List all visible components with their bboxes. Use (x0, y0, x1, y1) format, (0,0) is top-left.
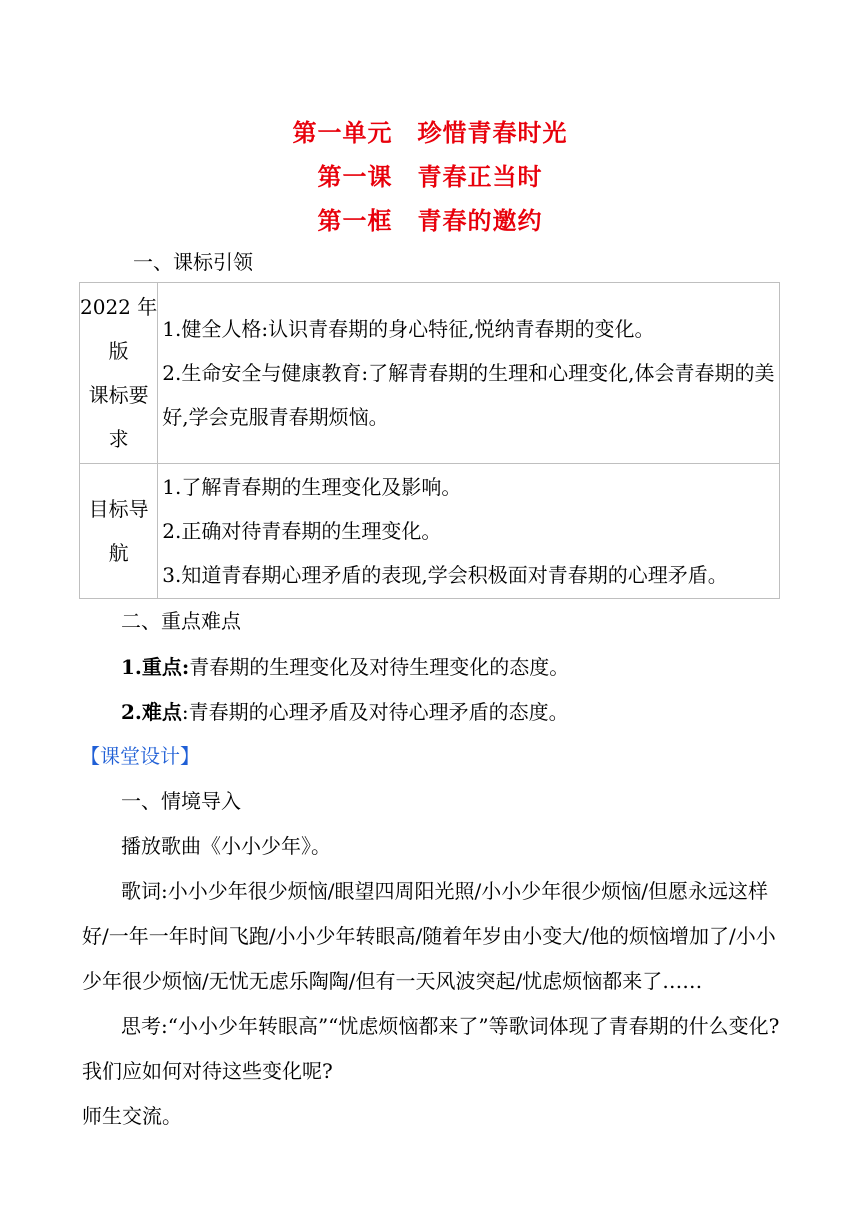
unit-title: 第一单元 珍惜青春时光 (292, 119, 568, 147)
keypoint-text: 青春期的生理变化及对待生理变化的态度。 (189, 655, 570, 679)
lyrics-line: 好/一年一年时间飞跑/小小少年转眼高/随着年岁由小变大/他的烦恼增加了/小小 (82, 924, 776, 948)
table-row (80, 464, 780, 599)
class-design-header: 【课堂设计】 (80, 744, 200, 768)
list-item: 1.了解青春期的生理变化及影响。 (162, 475, 462, 499)
lyrics-line: 少年很少烦恼/无忧无虑乐陶陶/但有一天风波突起/忧虑烦恼都来了…… (82, 969, 703, 993)
row-content-goals (158, 464, 780, 599)
label-line: 课标要 (88, 383, 149, 407)
list-item: 3.知道青春期心理矛盾的表现,学会积极面对青春期的心理矛盾。 (162, 563, 728, 587)
label-line: 版 (108, 339, 129, 363)
list-item: 好,学会克服青春期烦恼。 (162, 405, 389, 429)
frame-title: 第一框 青春的邀约 (317, 207, 543, 235)
row-label-goals (80, 464, 158, 599)
list-item: 2.生命安全与健康教育:了解青春期的生理和心理变化,体会青春期的美 (162, 361, 775, 385)
table-row (80, 283, 780, 464)
keypoint-line (121, 653, 569, 681)
play-song-text: 播放歌曲《小小少年》。 (121, 834, 331, 858)
exchange-text: 师生交流。 (82, 1104, 182, 1128)
label-line: 航 (108, 541, 129, 565)
section-heading-keypoints: 二、重点难点 (121, 609, 241, 633)
section-heading-curriculum: 一、课标引领 (133, 250, 253, 274)
list-item: 1.健全人格:认识青春期的身心特征,悦纳青春期的变化。 (162, 317, 655, 341)
label-line: 求 (108, 427, 129, 451)
keypoint-label: 1.重点: (121, 655, 190, 679)
difficulty-label: 2.难点 (121, 700, 182, 724)
difficulty-text: :青春期的心理矛盾及对待心理矛盾的态度。 (181, 700, 569, 724)
think-line: 思考:“小小少年转眼高”“忧虑烦恼都来了”等歌词体现了青春期的什么变化? (121, 1014, 780, 1038)
row-content-standards (158, 283, 780, 464)
curriculum-table (79, 282, 780, 599)
list-item: 2.正确对待青春期的生理变化。 (162, 519, 442, 543)
lesson-title: 第一课 青春正当时 (317, 163, 543, 191)
difficulty-line (121, 698, 569, 726)
row-label-standards (80, 283, 158, 464)
label-line: 2022 年 (80, 295, 158, 319)
think-line: 我们应如何对待这些变化呢? (82, 1059, 333, 1083)
section-heading-intro: 一、情境导入 (121, 789, 241, 813)
lyrics-line: 歌词:小小少年很少烦恼/眼望四周阳光照/小小少年很少烦恼/但愿永远这样 (121, 879, 768, 903)
label-line: 目标导 (88, 497, 149, 521)
